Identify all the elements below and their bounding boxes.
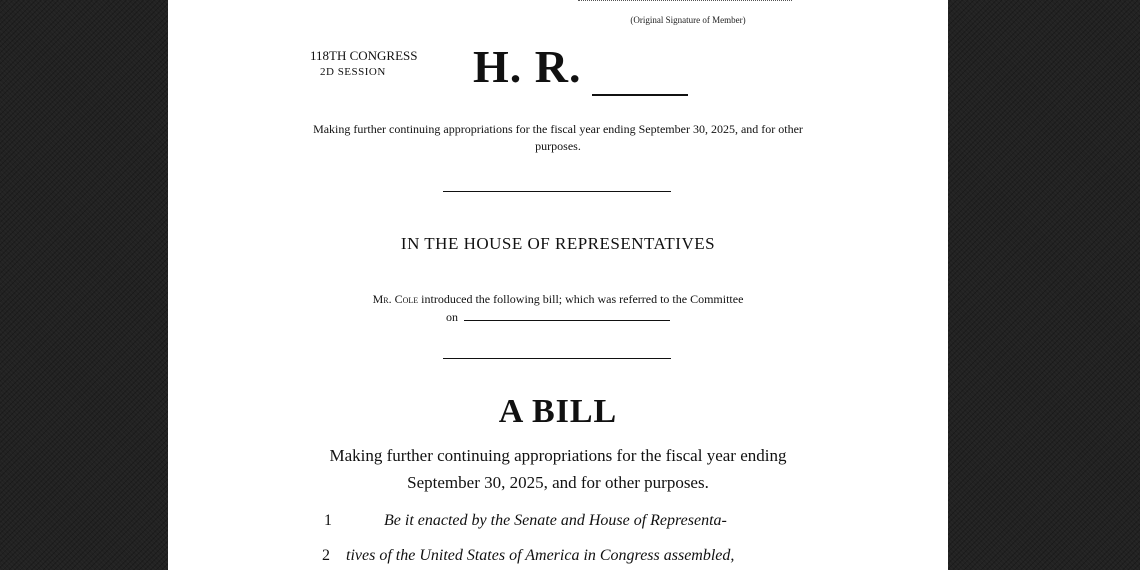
- enacting-clause-line: Be it enacted by the Senate and House of Representa-: [384, 512, 727, 529]
- bill-number-blank: [592, 94, 688, 96]
- congress-label: 118TH CONGRESS: [310, 48, 418, 63]
- divider-rule: [443, 358, 671, 359]
- short-title-purpose: Making further continuing appropriations for the fiscal year ending September 30, 2025, and for other purposes.: [313, 122, 803, 153]
- sponsor-name: Mr. Cole: [372, 292, 419, 306]
- congress-session: [310, 48, 418, 80]
- bill-number: H. R.: [473, 41, 582, 92]
- introduction-statement: [308, 290, 808, 326]
- introduction-text: introduced the following bill; which was referred to the Committee: [421, 292, 744, 306]
- enacting-clause-line: tives of the United States of America in Congress assembled,: [346, 547, 735, 564]
- signature-label: (Original Signature of Member): [630, 15, 746, 25]
- bill-page: [168, 0, 948, 570]
- line-number: 2: [322, 547, 330, 564]
- session-label: 2D SESSION: [320, 66, 386, 78]
- background-right: [948, 0, 1140, 570]
- divider-rule: [443, 191, 671, 192]
- background-left: [0, 0, 168, 570]
- bill-heading: A BILL: [498, 393, 618, 430]
- line-number: 1: [324, 512, 332, 529]
- long-title-purpose: Making further continuing appropriations for the fiscal year ending September 30, 2025, and for other purposes.: [329, 446, 787, 492]
- committee-on-label: on: [446, 310, 458, 324]
- signature-line: [578, 0, 792, 1]
- committee-blank: [464, 310, 670, 321]
- chamber-heading: IN THE HOUSE OF REPRESENTATIVES: [400, 234, 716, 253]
